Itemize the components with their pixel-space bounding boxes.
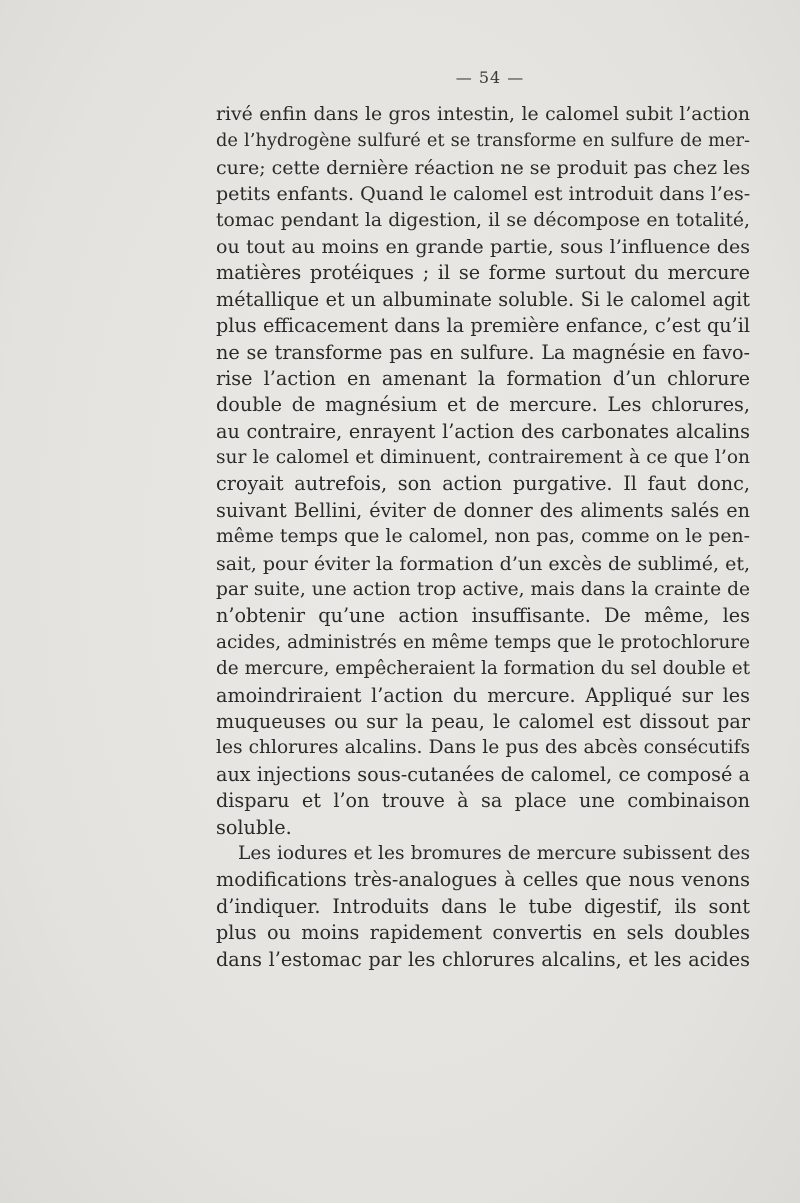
text-line: cure; cette dernière réaction ne se produit pas chez les	[216, 156, 751, 179]
text-line: plus ou moins rapidement convertis en sels doubles	[216, 921, 750, 945]
text-line: rise l’action en amenant la formation d’un chlorure	[216, 366, 750, 390]
text-line: soluble.	[216, 815, 292, 839]
text-line: au contraire, enrayent l’action des carbonates alcalins	[216, 419, 750, 443]
body-text	[216, 102, 750, 973]
text-line: de mercure, empêcheraient la formation du sel double et	[216, 658, 750, 680]
text-line: par suite, une action trop active, mais dans la crainte de	[216, 579, 750, 601]
text-line: aux injections sous-cutanées de calomel, ce composé a	[216, 762, 750, 786]
text-line: muqueuses ou sur la peau, le calomel est dissout par	[216, 709, 750, 733]
text-line: n’obtenir qu’une action insuffisante. De même, les	[216, 604, 750, 628]
text-line: tomac pendant la digestion, il se décompose en totalité,	[216, 209, 750, 231]
text-line: petits enfants. Quand le calomel est introduit dans l’es-	[216, 183, 751, 206]
text-line: ou tout au moins en grande partie, sous l’influence des	[216, 235, 750, 258]
text-line: disparu et l’on trouve à sa place une combinaison	[216, 789, 750, 813]
text-line: d’indiquer. Introduits dans le tube digestif, ils sont	[216, 894, 750, 918]
text-line: acides, administrés en même temps que le protochlorure	[216, 631, 750, 653]
text-line: plus efficacement dans la première enfance, c’est qu’il	[216, 314, 750, 338]
text-line: rivé enfin dans le gros intestin, le calomel subit l’action	[216, 104, 750, 125]
text-line: Les iodures et les bromures de mercure subissent des	[238, 842, 750, 864]
text-line: matières protéiques ; il se forme surtout du mercure	[216, 261, 750, 285]
text-line: amoindriraient l’action du mercure. Appliqué sur les	[216, 683, 750, 707]
text-line: métallique et un albuminate soluble. Si le calomel agit	[216, 287, 750, 311]
text-line: double de magnésium et de mercure. Les chlorures,	[216, 393, 750, 417]
text-line: même temps que le calomel, non pas, comme on le pen-	[216, 526, 750, 548]
text-line: croyait autrefois, son action purgative. Il faut donc,	[216, 472, 750, 496]
text-line: modifications très-analogues à celles que nous venons	[216, 868, 750, 892]
text-line: dans l’estomac par les chlorures alcalins, et les acides	[216, 947, 750, 971]
text-line: suivant Bellini, éviter de donner des aliments salés en	[216, 498, 750, 522]
text-line: sait, pour éviter la formation d’un excès de sublimé, et,	[216, 552, 751, 575]
text-line: sur le calomel et diminuent, contrairement à ce que l’on	[216, 447, 750, 469]
text-line: les chlorures alcalins. Dans le pus des abcès consécutifs	[216, 737, 750, 759]
text-line: de l’hydrogène sulfuré et se transforme en sulfure de mer-	[216, 130, 750, 152]
text-line: ne se transforme pas en sulfure. La magnésie en favo-	[216, 340, 750, 364]
page-number: — 54 —	[455, 68, 525, 87]
